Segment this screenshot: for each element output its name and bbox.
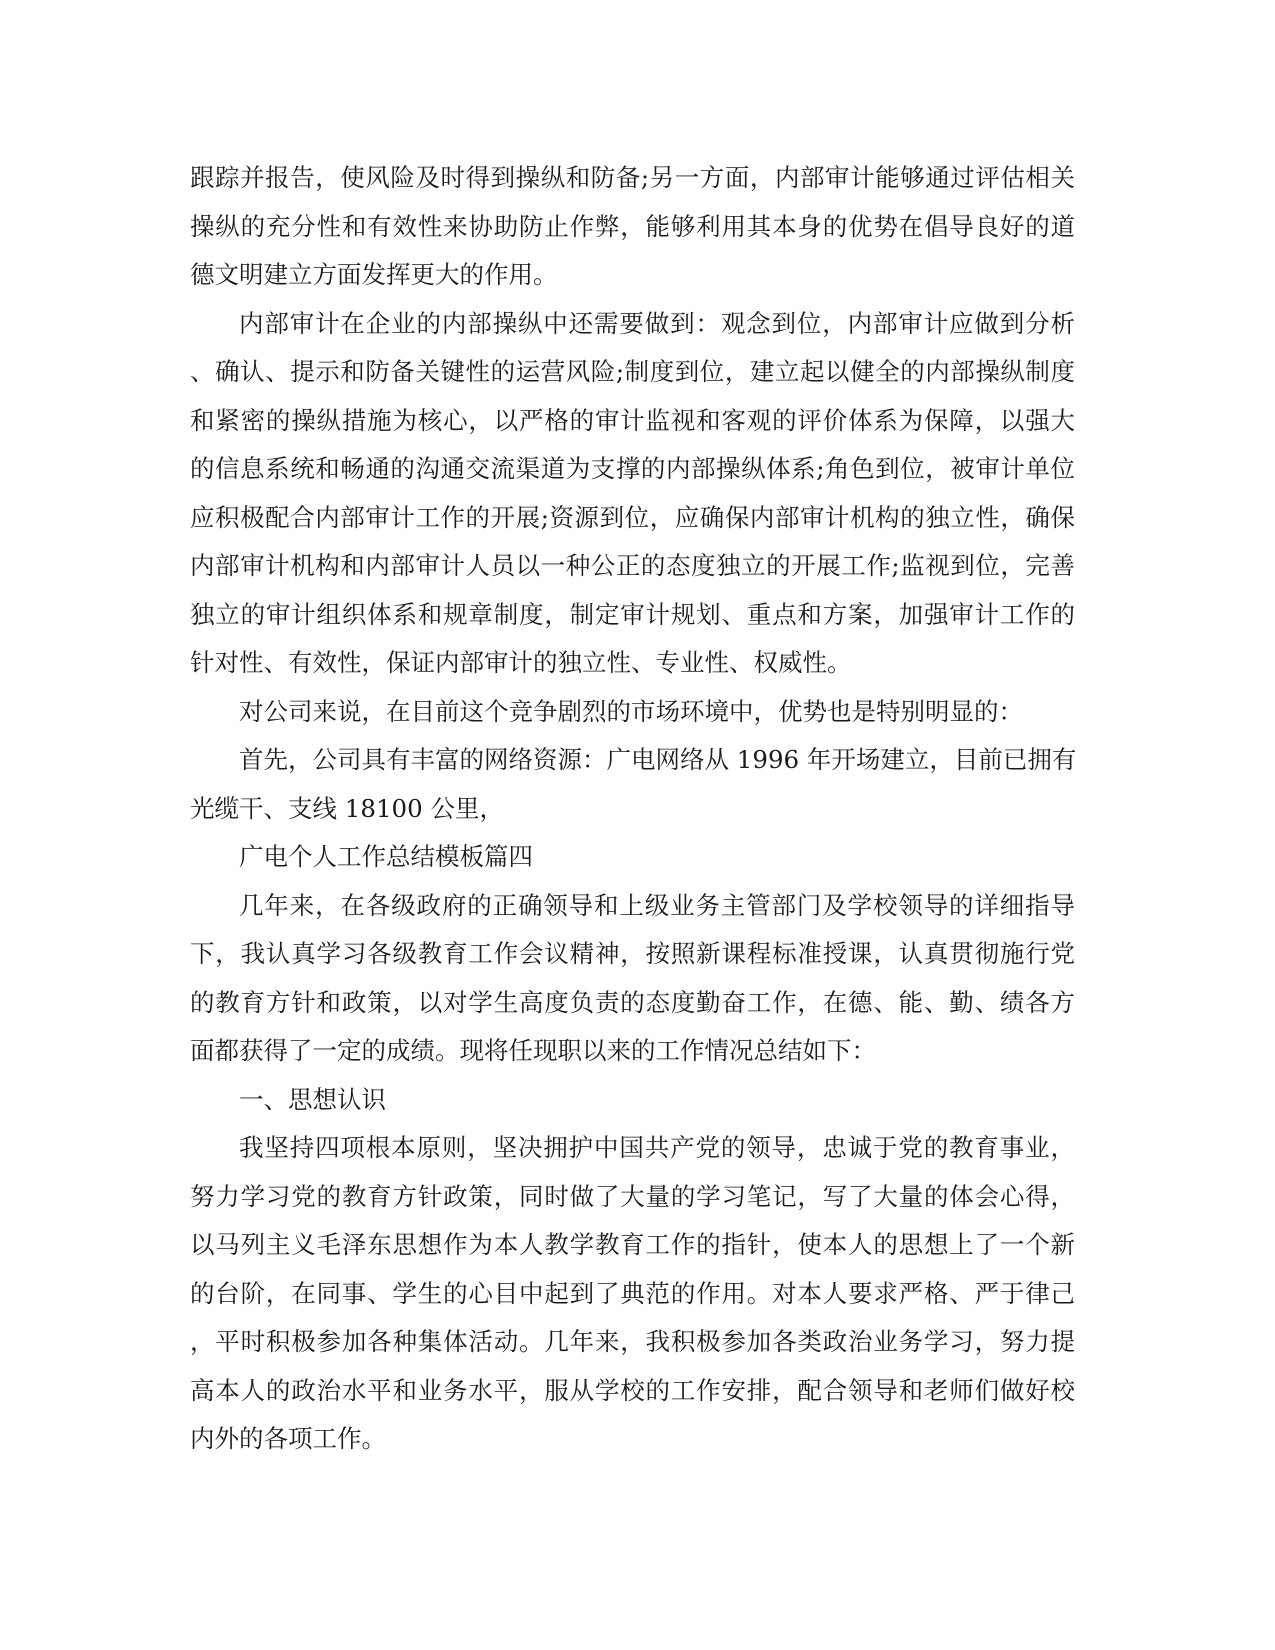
text-line: 独立的审计组织体系和规章制度，制定审计规划、重点和方案，加强审计工作的	[190, 599, 1075, 629]
text-line: 德文明建立方面发挥更大的作用。	[190, 260, 558, 289]
text-line: 光缆干、支线 18100 公里，	[190, 793, 505, 823]
text-line: 针对性、有效性，保证内部审计的独立性、专业性、权威性。	[190, 648, 852, 677]
document-body	[190, 154, 1075, 1464]
text-line: 跟踪并报告，使风险及时得到操纵和防备;另一方面，内部审计能够通过评估相关	[190, 163, 1075, 192]
text-line: 面都获得了一定的成绩。现将任现职以来的工作情况总结如下：	[190, 1036, 876, 1065]
paragraph-first-line: 首先，公司具有丰富的网络资源：广电网络从 1996 年开场建立，目前已拥有	[239, 745, 1077, 774]
text-line: ，平时积极参加各种集体活动。几年来，我积极参加各类政治业务学习，努力提	[190, 1327, 1075, 1356]
text-line: 的教育方针和政策，以对学生高度负责的态度勤奋工作，在德、能、勤、绩各方	[190, 987, 1075, 1017]
section-heading: 广电个人工作总结模板篇四	[239, 842, 533, 871]
text-line: 应积极配合内部审计工作的开展;资源到位，应确保内部审计机构的独立性，确保	[190, 502, 1075, 532]
paragraph-first-line: 内部审计在企业的内部操纵中还需要做到：观念到位，内部审计应做到分析	[239, 308, 1075, 338]
text-line: 内部审计机构和内部审计人员以一种公正的态度独立的开展工作;监视到位，完善	[190, 551, 1075, 580]
text-line: 、确认、提示和防备关键性的运营风险;制度到位，建立起以健全的内部操纵制度	[190, 357, 1075, 386]
text-line: 下，我认真学习各级教育工作会议精神，按照新课程标准授课，认真贯彻施行党	[190, 939, 1075, 968]
text-line: 努力学习党的教育方针政策，同时做了大量的学习笔记，写了大量的体会心得，	[190, 1181, 1075, 1211]
text-line: 以马列主义毛泽东思想作为本人教学教育工作的指针，使本人的思想上了一个新	[190, 1230, 1075, 1259]
subsection-heading: 一、思想认识	[239, 1084, 386, 1114]
text-line: 的信息系统和畅通的沟通交流渠道为支撑的内部操纵体系;角色到位，被审计单位	[190, 454, 1075, 483]
text-line: 的台阶，在同事、学生的心目中起到了典范的作用。对本人要求严格、严于律己	[190, 1278, 1075, 1308]
text-line: 高本人的政治水平和业务水平，服从学校的工作安排，配合领导和老师们做好校	[190, 1375, 1075, 1405]
text-line: 内外的各项工作。	[190, 1424, 386, 1453]
text-line: 操纵的充分性和有效性来协助防止作弊，能够利用其本身的优势在倡导良好的道	[190, 211, 1075, 241]
text-line: 和紧密的操纵措施为核心，以严格的审计监视和客观的评价体系为保障，以强大	[190, 405, 1075, 435]
paragraph-first-line: 几年来，在各级政府的正确领导和上级业务主管部门及学校领导的详细指导	[239, 890, 1075, 920]
paragraph-first-line: 对公司来说，在目前这个竞争剧烈的市场环境中，优势也是特别明显的：	[239, 696, 1023, 726]
paragraph-first-line: 我坚持四项根本原则，坚决拥护中国共产党的领导，忠诚于党的教育事业，	[239, 1133, 1075, 1162]
